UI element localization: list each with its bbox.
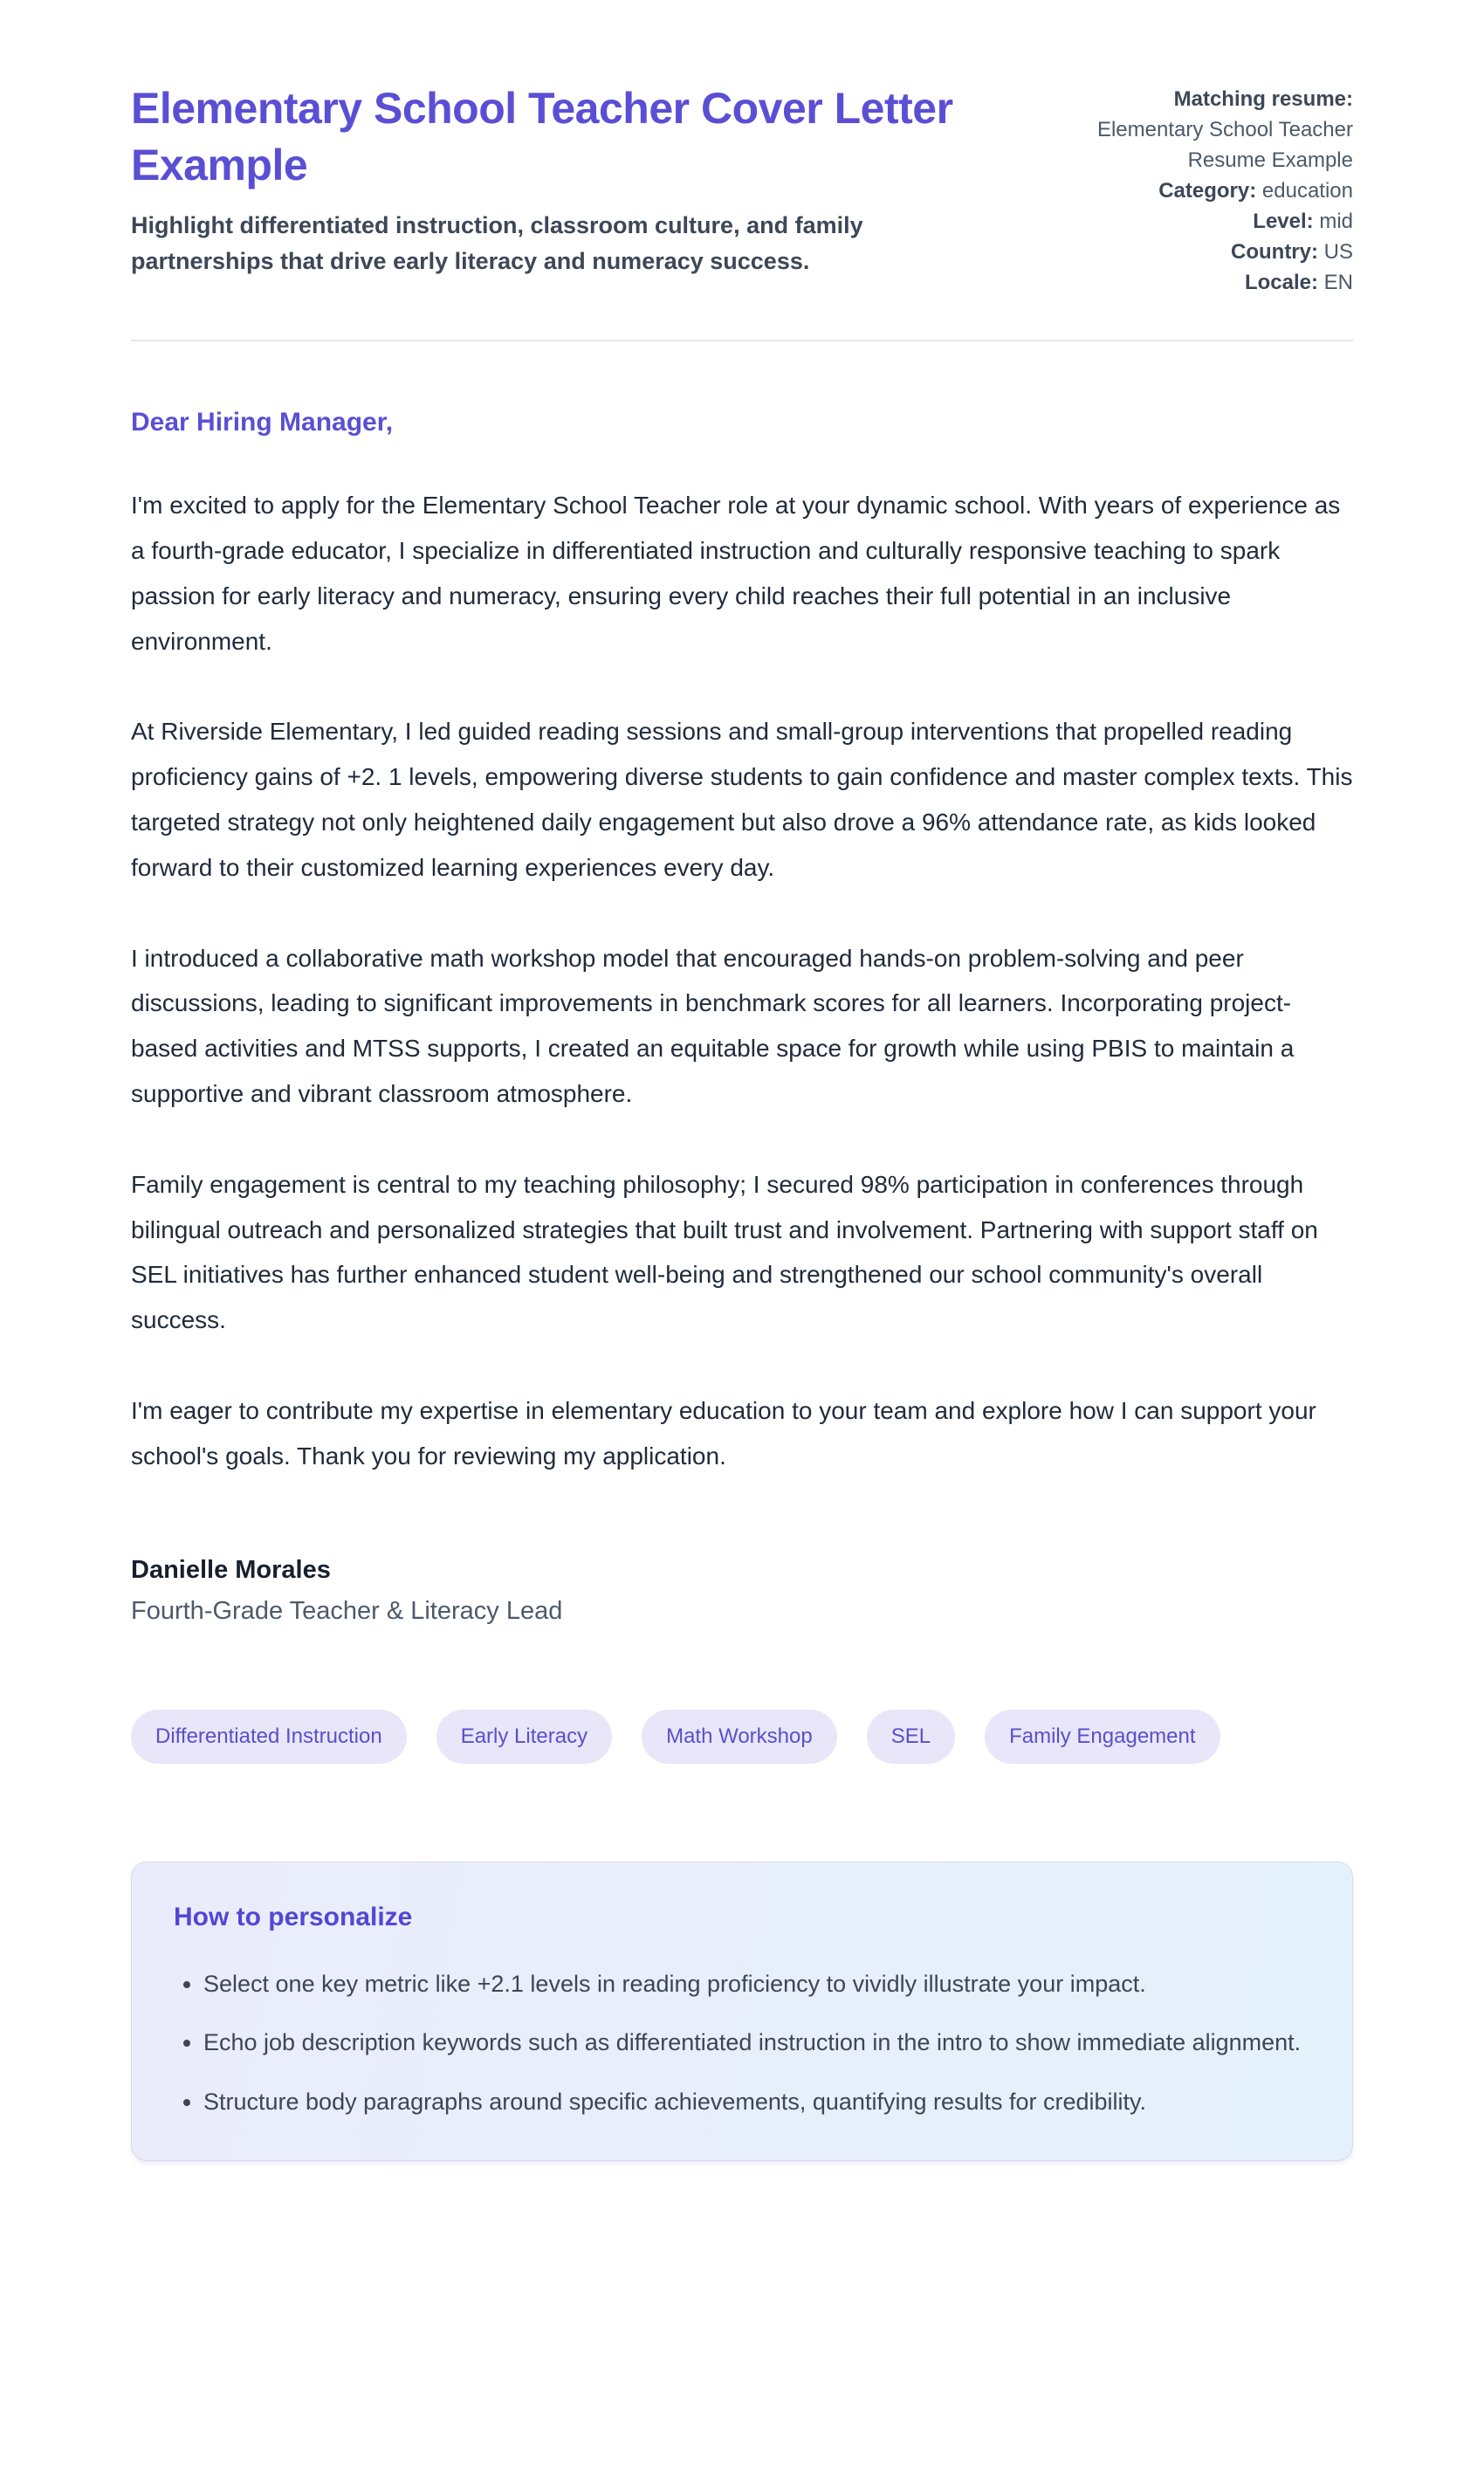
signature-name: Danielle Morales [131, 1555, 331, 1584]
meta-row-matching-resume [1039, 84, 1353, 176]
meta-panel [1039, 80, 1353, 298]
personalize-item: • Echo job description keywords such as differentiated instruction in the intro to show immediate alignment. [203, 2020, 1310, 2066]
meta-row-locale [1039, 267, 1353, 298]
tag-pill: SEL [867, 1710, 955, 1764]
personalize-item: • Structure body paragraphs around specific achievements, quantifying results for credibility. [203, 2080, 1310, 2125]
meta-value: Elementary School Teacher Resume Example [1096, 118, 1353, 173]
signature-title: Fourth-Grade Teacher & Literacy Lead [131, 1596, 563, 1625]
personalize-list [174, 1962, 1310, 2125]
header-text-block [131, 80, 960, 298]
meta-label: Locale: [1244, 271, 1318, 295]
personalize-box [131, 1862, 1353, 2161]
letter-body [131, 408, 1353, 1625]
header-divider [131, 340, 1353, 341]
letter-paragraph: I'm eager to contribute my expertise in elementary education to your team and explore how I can support your school's goals. Thank you for reviewing my application. [131, 1396, 1316, 1470]
personalize-item: • Select one key metric like +2.1 levels in reading proficiency to vividly illustrate your impact. [203, 1962, 1310, 2007]
tag-pill: Differentiated Instruction [131, 1710, 407, 1764]
tag-pill: Early Literacy [436, 1710, 612, 1764]
cover-letter-page [131, 0, 1353, 2231]
personalize-heading: How to personalize [174, 1902, 413, 1931]
meta-row-level [1039, 206, 1353, 237]
page-title: Elementary School Teacher Cover Letter Example [131, 84, 953, 189]
signature-block [131, 1556, 1353, 1626]
tag-pill: Math Workshop [642, 1710, 837, 1764]
header [131, 80, 1353, 298]
meta-label: Level: [1253, 210, 1314, 234]
meta-label: Category: [1158, 179, 1257, 203]
page-subtitle: Highlight differentiated instruction, classroom culture, and family partnerships that drive early literacy and numeracy success. [131, 212, 863, 274]
meta-label: Matching resume: [1173, 87, 1353, 111]
meta-row-category [1039, 176, 1353, 206]
tag-list [131, 1710, 1353, 1764]
letter-greeting: Dear Hiring Manager, [131, 408, 394, 437]
letter-paragraph: I'm excited to apply for the Elementary School Teacher role at your dynamic school. With years of experience as a fourth-grade educator, I specialize in differentiated instruction and culturally responsive teaching to spark passion for early literacy and numeracy, ensuring every child reaches their full potential in an inclusive environment. [131, 492, 1341, 655]
meta-value: US [1323, 240, 1353, 265]
letter-paragraph: Family engagement is central to my teaching philosophy; I secured 98% participation in conferences through bilingual outreach and personalized strategies that built trust and involvement. Partnering with support staff on SEL initiatives has further enhanced student well-being and strengthened our school community's overall success. [131, 1170, 1318, 1334]
meta-value: EN [1323, 271, 1353, 295]
meta-row-country [1039, 237, 1353, 267]
meta-value: mid [1319, 210, 1353, 234]
tag-pill: Family Engagement [985, 1710, 1219, 1764]
meta-label: Country: [1231, 240, 1318, 265]
letter-paragraph: I introduced a collaborative math workshop model that encouraged hands-on problem-solving and peer discussions, leading to significant improvements in benchmark scores for all learners. Incorporating project-based activities and MTSS supports, I created an equitable space for growth while using PBIS to maintain a supportive and vibrant classroom atmosphere. [131, 944, 1295, 1107]
letter-paragraph: At Riverside Elementary, I led guided reading sessions and small-group interventions that propelled reading proficiency gains of +2. 1 levels, empowering diverse students to gain confidence and master complex texts. This targeted strategy not only heightened daily engagement but also drove a 96% attendance rate, as kids looked forward to their customized learning experiences every day. [131, 718, 1353, 881]
meta-value: education [1261, 179, 1353, 203]
